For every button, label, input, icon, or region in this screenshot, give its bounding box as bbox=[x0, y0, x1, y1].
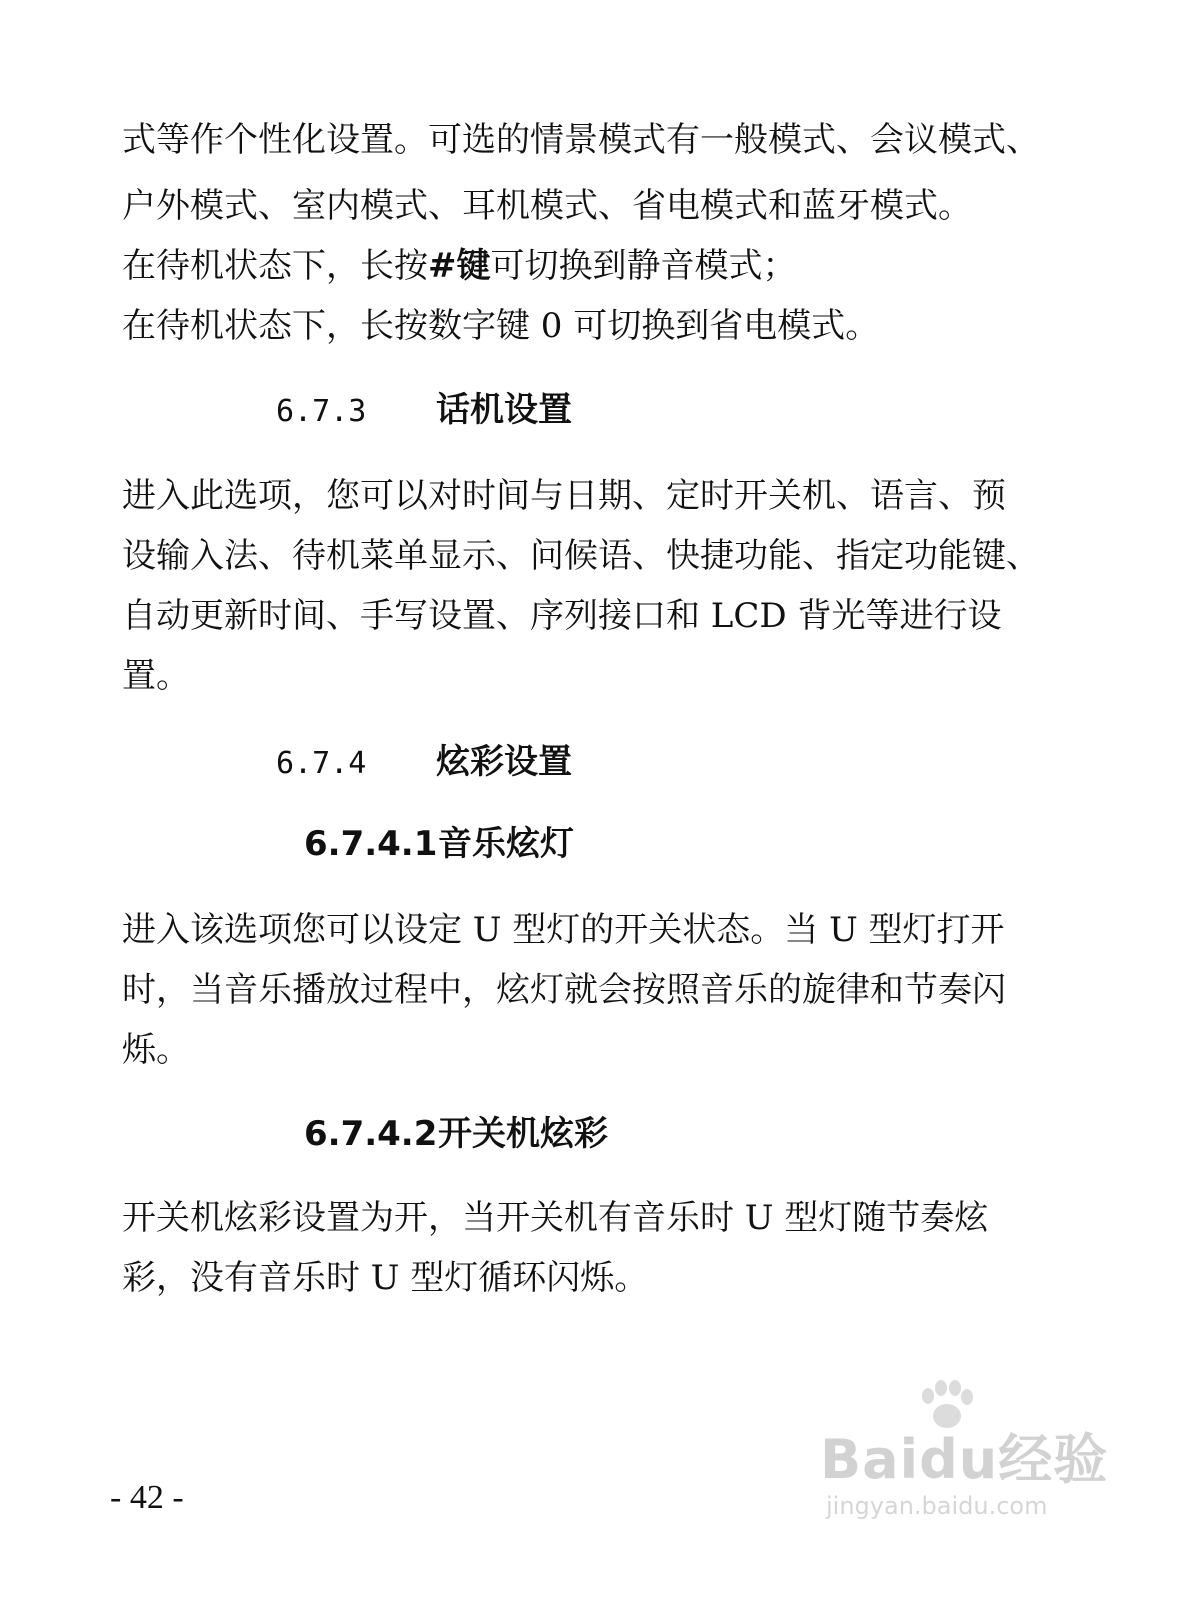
section-heading-6-7-3 bbox=[276, 388, 572, 434]
subsection-heading-6-7-4-1 bbox=[304, 822, 574, 866]
hash-key-label: #键 bbox=[428, 246, 491, 286]
body-text-line: 户外模式、室内模式、耳机模式、省电模式和蓝牙模式。 bbox=[122, 186, 972, 226]
page-number: - 42 - bbox=[110, 1479, 184, 1516]
section-heading-6-7-4 bbox=[276, 740, 572, 786]
section-number: 6.7.3 bbox=[276, 394, 367, 429]
section-title: 话机设置 bbox=[436, 390, 572, 430]
watermark-url: jingyan.baidu.com bbox=[826, 1492, 1048, 1520]
body-text-line: 时，当音乐播放过程中，炫灯就会按照音乐的旋律和节奏闪 bbox=[122, 970, 1006, 1010]
standby-power-save-line: 在待机状态下，长按数字键 0 可切换到省电模式。 bbox=[122, 306, 880, 346]
body-text-line: 自动更新时间、手写设置、序列接口和 LCD 背光等进行设 bbox=[122, 596, 1002, 636]
body-text-line: 烁。 bbox=[122, 1030, 190, 1070]
body-text-line: 式等作个性化设置。可选的情景模式有一般模式、会议模式、 bbox=[122, 120, 1040, 160]
section-title: 炫彩设置 bbox=[436, 742, 572, 782]
body-text-line: 进入此选项，您可以对时间与日期、定时开关机、语言、预 bbox=[122, 476, 1006, 516]
standby-mute-line bbox=[122, 244, 1062, 288]
body-text-line: 置。 bbox=[122, 656, 190, 696]
paw-icon bbox=[916, 1380, 978, 1432]
body-text-line: 彩，没有音乐时 U 型灯循环闪烁。 bbox=[122, 1258, 649, 1298]
section-number: 6.7.4 bbox=[276, 746, 367, 781]
subsection-heading-6-7-4-2 bbox=[304, 1112, 608, 1156]
text-run: 可切换到静音模式； bbox=[490, 246, 797, 286]
body-text-line: 进入该选项您可以设定 U 型灯的开关状态。当 U 型灯打开 bbox=[122, 910, 1005, 950]
body-text-line: 开关机炫彩设置为开，当开关机有音乐时 U 型灯随节奏炫 bbox=[122, 1198, 989, 1238]
subsection-title: 音乐炫灯 bbox=[438, 824, 574, 864]
subsection-title: 开关机炫彩 bbox=[438, 1114, 608, 1154]
watermark-brand: Baidu经验 bbox=[820, 1428, 1109, 1491]
subsection-number: 6.7.4.1 bbox=[304, 824, 438, 864]
body-text-line: 设输入法、待机菜单显示、问候语、快捷功能、指定功能键、 bbox=[122, 536, 1040, 576]
text-run: 在待机状态下，长按 bbox=[122, 246, 428, 286]
subsection-number: 6.7.4.2 bbox=[304, 1114, 438, 1154]
baidu-watermark bbox=[820, 1380, 1109, 1530]
